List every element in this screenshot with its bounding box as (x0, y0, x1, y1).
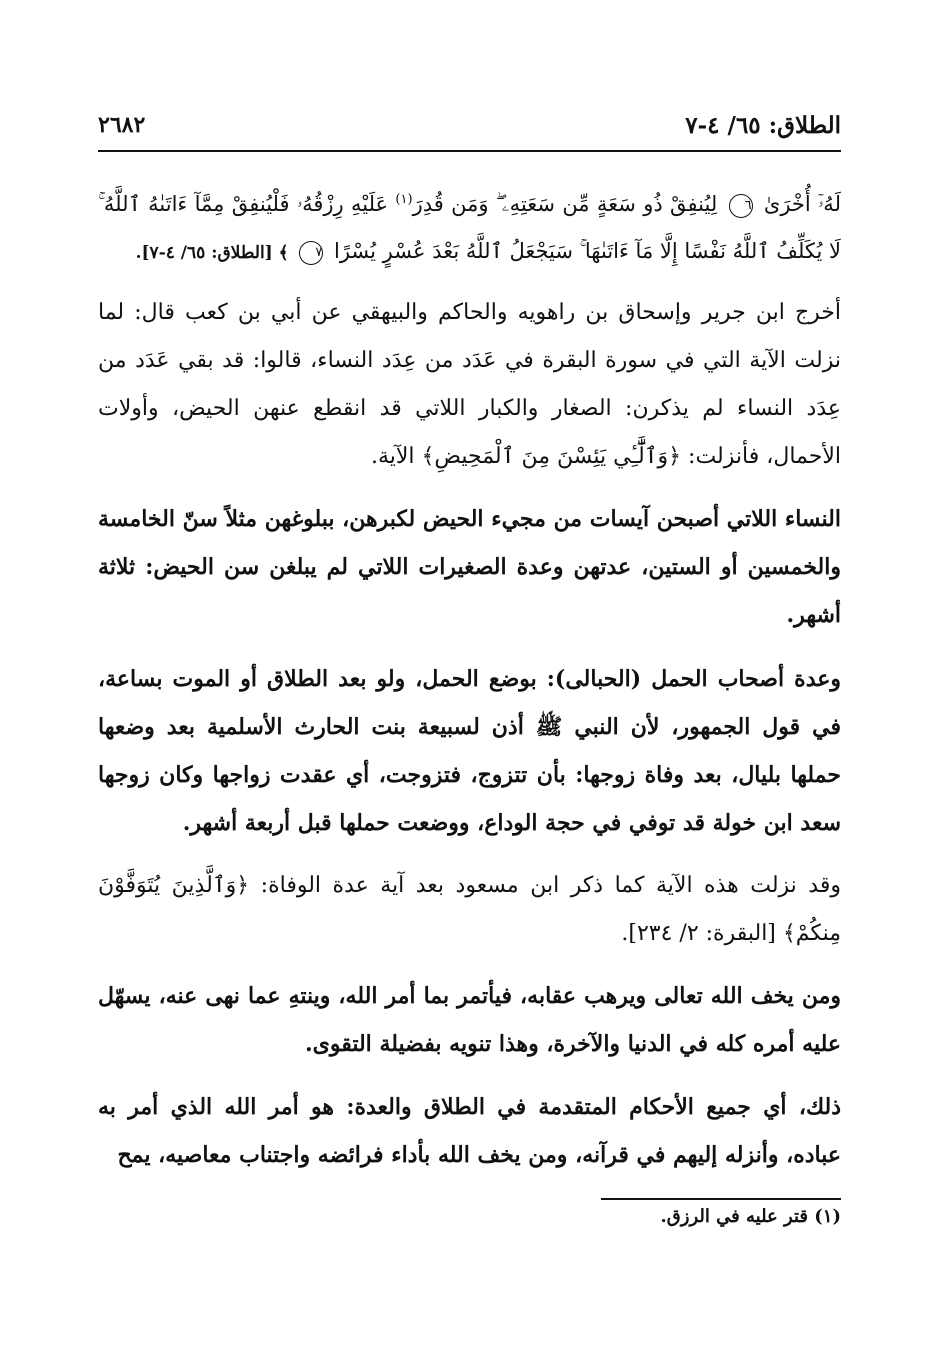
surah-reference: الطلاق: ٦٥/ ٤-٧ (685, 112, 841, 139)
verse-text: لِيُنفِقْ ذُو سَعَةٍ مِّن سَعَتِهِۦ ۖ وَمَن قُدِرَ (412, 192, 718, 216)
page-header (98, 112, 841, 152)
verse-text: عَلَيْهِ رِزْقُهُۥ فَلْيُنفِقْ مِمَّآ ءَاتَىٰهُ ٱللَّهُ ۚ لَا يُكَلِّفُ ٱللَّهُ نَفْسًا إِلَّا مَآ ءَاتَىٰهَا ۚ سَيَجْعَلُ ٱللَّهُ بَعْدَ عُسْرٍ يُسْرًا (98, 192, 841, 263)
paragraph-ibn-masud: وقد نزلت هذه الآية كما ذكر ابن مسعود بعد آية عدة الوفاة: ﴿وَٱلَّذِينَ يُتَوَفَّوْنَ مِنكُمْ﴾ [البقرة: ٢/ ٢٣٤]. (98, 873, 841, 946)
ayah-number-7: ٧ (299, 241, 323, 265)
page-number: ٢٦٨٢ (98, 112, 146, 138)
quran-verse-block (98, 176, 841, 277)
paragraph-taqwa: ومن يخف الله تعالى ويرهب عقابه، فيأتمر بما أمر الله، وينتهِ عما نهى عنه، يسهّل عليه أمره كله في الدنيا والآخرة، وهذا تنويه بفضيلة التقوى. (98, 983, 841, 1057)
paragraph-commands: ذلك، أي جميع الأحكام المتقدمة في الطلاق والعدة: هو أمر الله الذي أمر به عباده، وأنزله إليهم في قرآنه، ومن يخف الله بأداء فرائضه واجتناب معاصيه، يمح (98, 1094, 841, 1168)
verse-text: لَهُۥٓ أُخْرَىٰ (763, 192, 841, 216)
header-rule (98, 150, 841, 152)
verse-reference: ﴾ [الطلاق: ٦٥/ ٤-٧]. (135, 243, 289, 263)
ayah-number-6: ٦ (729, 194, 753, 218)
paragraph-menopause-iddah: النساء اللاتي أصبحن آيسات من مجيء الحيض لكبرهن، ببلوغهن مثلاً سنّ الخامسة والخمسين أو الستين، عدتهن وعدة الصغيرات اللاتي لم يبلغن سن الحيض: ثلاثة أشهر. (98, 506, 841, 628)
footnote-marker: (١) (395, 192, 413, 207)
footnote: (١) قتر عليه في الرزق. (660, 1206, 841, 1227)
footnote-rule (601, 1198, 841, 1200)
paragraph-pregnant-iddah: وعدة أصحاب الحمل (الحبالى): بوضع الحمل، ولو بعد الطلاق أو الموت بساعة، في قول الجمهور، لأن النبي ﷺ أذن لسبيعة بنت الحارث الأسلمية بعد وضعها حملها بليال، بعد وفاة زوجها: بأن تتزوج، فتزوجت، أي عقدت زواجها وكان زوجها سعد ابن خولة قد توفي في حجة الوداع، ووضعت حملها قبل أربعة أشهر. (98, 666, 841, 836)
paragraph-asbab: أخرج ابن جرير وإسحاق بن راهويه والحاكم والبيهقي عن أبي بن كعب قال: لما نزلت الآية التي في سورة البقرة في عَدَد من عِدَد النساء، قالوا: قد بقي عَدَد من عِدَد النساء لم يذكرن: الصغار والكبار اللاتي قد انقطع عنهن الحيض، وأولات الأحمال، فأنزلت: ﴿وَٱلَّٰٓـِٔي يَئِسْنَ مِنَ ٱلْمَحِيضِ﴾ الآية. (98, 300, 842, 469)
